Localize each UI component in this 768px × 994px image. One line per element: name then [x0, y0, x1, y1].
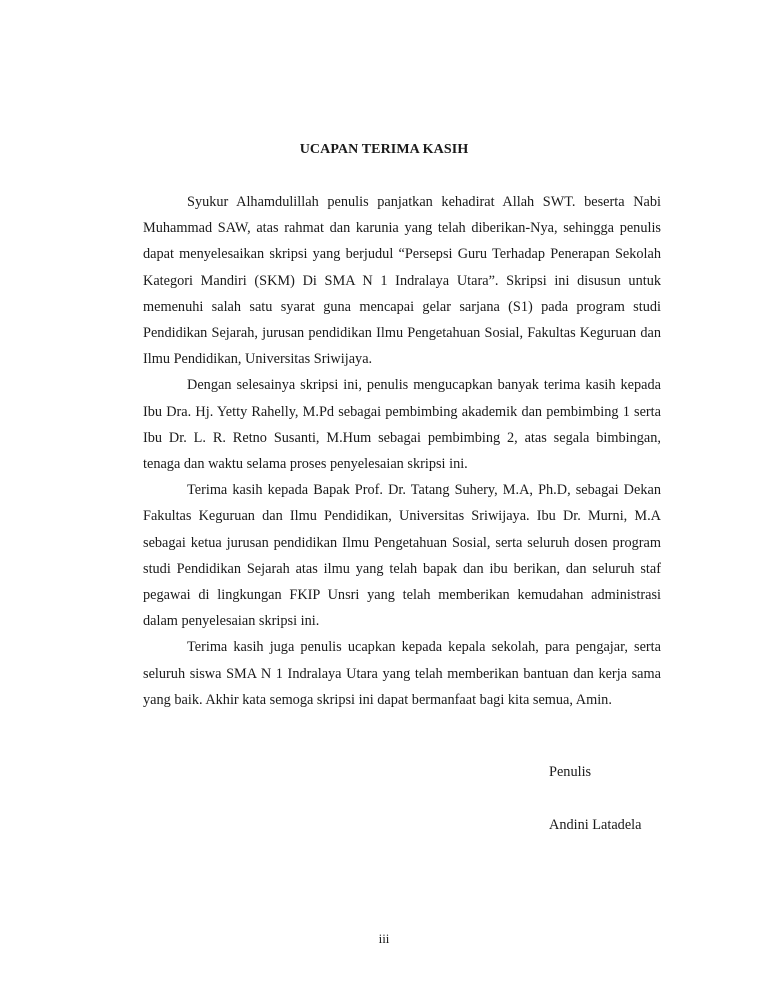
paragraph-4: Terima kasih juga penulis ucapkan kepada kepala sekolah, para pengajar, serta seluruh siswa SMA N 1 Indralaya Utara yang telah memberikan bantuan dan kerja sama yang baik. Akhir kata semoga skripsi ini dapat bermanfaat bagi kita semua, Amin.	[143, 639, 661, 708]
signature-role: Penulis	[549, 764, 592, 780]
page-number: iii	[378, 931, 390, 946]
paragraph-1: Syukur Alhamdulillah penulis panjatkan kehadirat Allah SWT. beserta Nabi Muhammad SAW, atas rahmat dan karunia yang telah diberikan-Nya, sehingga penulis dapat menyelesaikan skripsi yang berjudul “Persepsi Guru Terhadap Penerapan Sekolah Kategori Mandiri (SKM) Di SMA N 1 Indralaya Utara”. Skripsi ini disusun untuk memenuhi salah satu syarat guna mencapai gelar sarjana (S1) pada program studi Pendidikan Sejarah, jurusan pendidikan Ilmu Pengetahuan Sosial, Fakultas Keguruan dan Ilmu Pendidikan, Universitas Sriwijaya.	[143, 194, 661, 368]
page-title: UCAPAN TERIMA KASIH	[299, 142, 469, 157]
paragraph-2: Dengan selesainya skripsi ini, penulis mengucapkan banyak terima kasih kepada Ibu Dra. Hj. Yetty Rahelly, M.Pd sebagai pembimbing akademik dan pembimbing 1 serta Ibu Dr. L. R. Retno Susanti, M.Hum sebagai pembimbing 2, atas segala bimbingan, tenaga dan waktu selama proses penyelesaian skripsi ini.	[143, 377, 661, 473]
body-text	[143, 189, 661, 713]
signature-name: Andini Latadela	[549, 817, 642, 833]
paragraph-3: Terima kasih kepada Bapak Prof. Dr. Tatang Suhery, M.A, Ph.D, sebagai Dekan Fakultas Keguruan dan Ilmu Pendidikan, Universitas Sriwijaya. Ibu Dr. Murni, M.A sebagai ketua jurusan pendidikan Ilmu Pengetahuan Sosial, serta seluruh dosen program studi Pendidikan Sejarah atas ilmu yang telah bapak dan ibu berikan, dan seluruh staf pegawai di lingkungan FKIP Unsri yang telah memberikan kemudahan administrasi dalam penyelesaian skripsi ini.	[143, 482, 661, 630]
